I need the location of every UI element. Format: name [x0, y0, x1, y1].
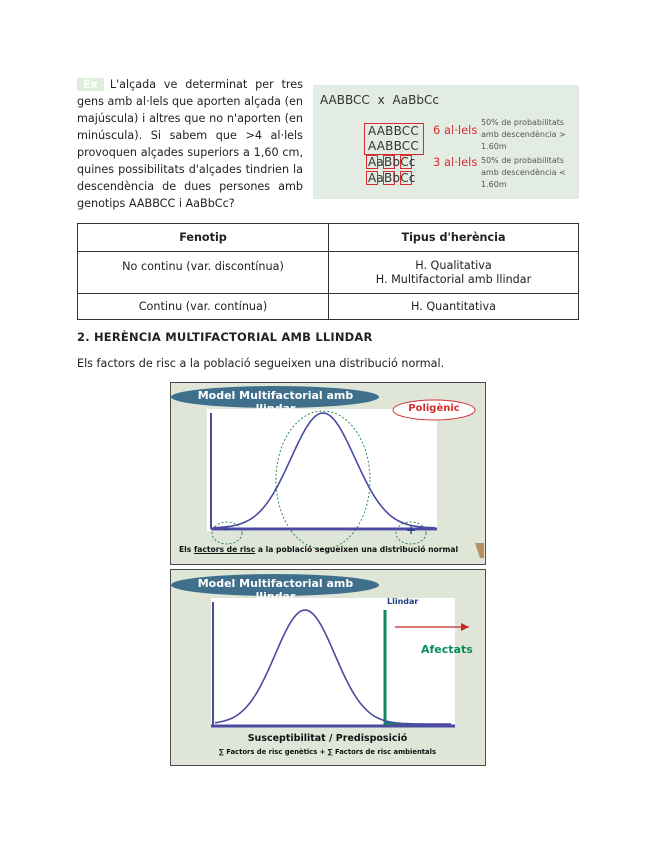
table-cell-line: H. Multifactorial amb llindar — [375, 272, 532, 286]
plus-symbol: + — [406, 523, 417, 537]
genotype-row-1: AABBCC — [368, 124, 419, 138]
table-cell: Continu (var. contínua) — [78, 294, 329, 320]
caption-text: a la població segueixen una distribució normal — [255, 545, 459, 554]
probability-high: 50% de probabilitats amb descendència > 1.60m — [481, 118, 566, 151]
figure1-title: Model Multifactorial amb llindar — [197, 389, 354, 415]
table-header: Tipus d'herència — [329, 224, 579, 252]
parent-genotype-2: AaBbCc — [392, 93, 439, 107]
alleles-high: 6 al·lels — [433, 123, 478, 137]
caption-highlight: factors de risc — [193, 545, 256, 554]
inheritance-table — [77, 223, 579, 320]
table-cell: No continu (var. discontínua) — [78, 252, 329, 294]
table-header: Fenotip — [78, 224, 329, 252]
example-text: L'alçada ve determinat per tres gens amb al·lels que aporten alçada (en majúscula) i altres que no n'aporten (en minúscula). Si sabem que >4 al·lels provoquen alçades superiors a 1,60 cm, quines possibilitats d'alçades tindrien la descendència de dues persones amb genotips AABBCC i AaBbCc? — [77, 78, 303, 210]
affected-label: Afectats — [421, 643, 473, 656]
table-row — [78, 294, 579, 320]
risk-factor-formula: ∑ Factors de risc genètics + ∑ Factors de risc ambientals — [218, 748, 437, 756]
figure-normal-distribution — [170, 382, 486, 565]
intro-text: Els factors de risc a la població segueixen una distribució normal. — [77, 357, 445, 370]
plot-area — [207, 409, 437, 531]
threshold-label: Llindar — [387, 597, 419, 606]
example-paragraph — [77, 76, 303, 212]
alleles-low: 3 al·lels — [433, 155, 478, 169]
section-title: 2. HERÈNCIA MULTIFACTORIAL AMB LLINDAR — [77, 330, 373, 344]
parent-genotype-1: AABBCC — [320, 93, 370, 107]
figure2-title: Model Multifactorial amb llindar — [197, 577, 354, 603]
table-cell-line: H. Qualitativa — [415, 258, 492, 272]
genotype-row-4: AaBbCc — [368, 171, 416, 185]
cross-symbol: x — [377, 93, 385, 107]
genotype-row-2: AABBCC — [368, 139, 419, 153]
axis-label: Susceptibilitat / Predisposició — [247, 733, 408, 744]
arrow-head-icon — [461, 623, 469, 631]
figure1-caption — [179, 545, 479, 554]
minus-symbol: - — [223, 523, 228, 536]
table-header-row — [78, 224, 579, 252]
figure-threshold-model — [170, 569, 486, 766]
table-cell — [329, 252, 579, 294]
table-row — [78, 252, 579, 294]
caption-text: Els — [179, 545, 194, 554]
polygenic-label: Poligènic — [408, 403, 460, 414]
genotype-cross — [320, 93, 439, 107]
example-badge: Ex — [77, 78, 104, 91]
genotype-row-3: AaBbCc — [368, 155, 416, 169]
probability-low: 50% de probabilitats amb descendència < 1.60m — [481, 156, 566, 189]
table-cell: H. Quantitativa — [329, 294, 579, 320]
genotype-panel — [313, 85, 579, 199]
